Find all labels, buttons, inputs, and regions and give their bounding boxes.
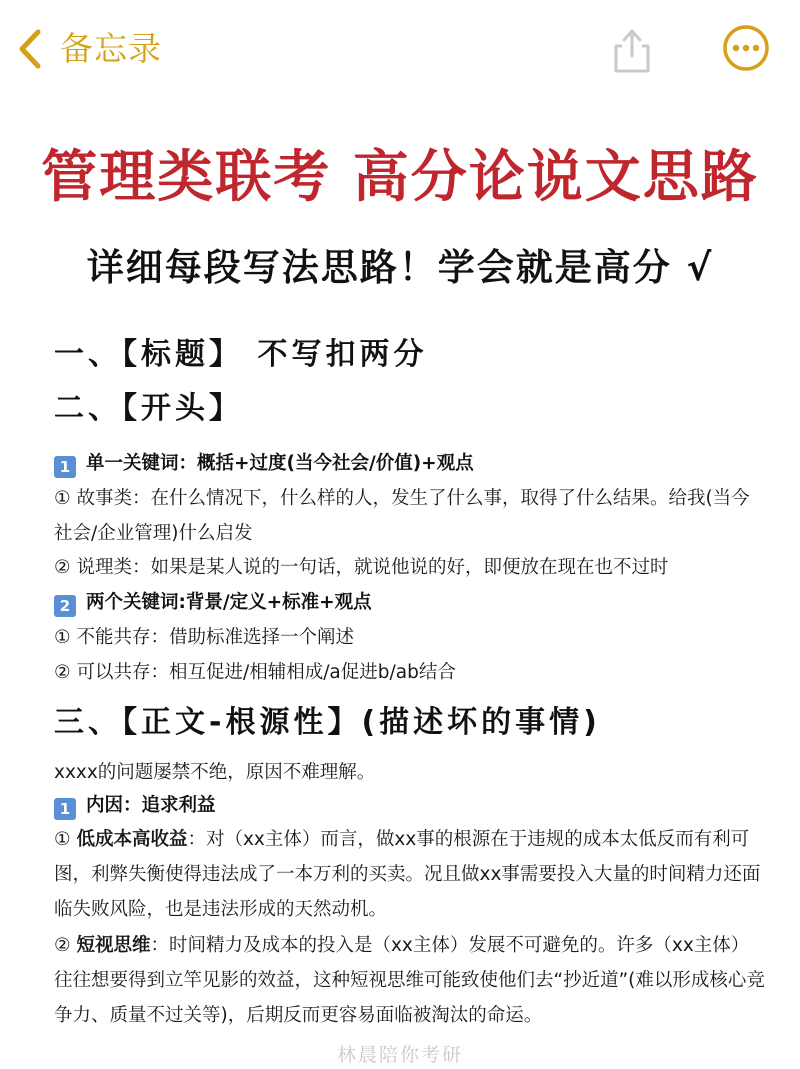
paragraph-story-type: ① 故事类：在什么情况下，什么样的人，发生了什么事，取得了什么结果。给我(当今社会/企业管理)什么启发 (54, 488, 750, 544)
chevron-left-icon (14, 26, 46, 72)
paragraph-marker: ② (54, 935, 77, 956)
navigation-bar (0, 0, 800, 100)
number-badge-2: 2 (54, 595, 76, 617)
keyword-label-double: 两个关键词:背景/定义+标准+观点 (86, 592, 372, 613)
paragraph-low-cost (54, 822, 766, 927)
page-subtitle: 详细每段写法思路！学会就是高分 √ (86, 246, 714, 289)
back-button[interactable] (14, 26, 162, 72)
section-heading-body: 三、【正文-根源性】(描述坏的事情) (54, 705, 601, 740)
watermark: 林晨陪你考研 (336, 1044, 463, 1066)
paragraph-short-sighted (54, 928, 766, 1033)
paragraph-intro: xxxx的问题屡禁不绝，原因不难理解。 (54, 762, 376, 783)
share-icon[interactable] (608, 22, 656, 74)
keyword-item-double (54, 585, 372, 620)
number-badge-1: 1 (54, 798, 76, 820)
paragraph-keyword: 低成本高收益 (76, 829, 188, 850)
paragraph-reasoning-type: ② 说理类：如果是某人说的一句话，就说他说的好，即便放在现在也不过时 (54, 557, 669, 578)
paragraph-text: ：对（xx主体）而言，做xx事的根源在于违规的成本太低反而有利可图，利弊失衡使得违法成了一本万利的买卖。况且做xx事需要投入大量的时间精力还面临失败风险，也是违法形成的天然动机。 (54, 829, 761, 920)
paragraph-text: ：时间精力及成本的投入是（xx主体）发展不可避免的。许多（xx主体）往往想要得到立竿见影的效益，这种短视思维可能致使他们去“抄近道”(难以形成核心竞争力、质量不过关等)，后期反而更容易面临被淘汰的命运。 (54, 935, 765, 1026)
page-title: 管理类联考 高分论说文思路 (41, 145, 759, 210)
keyword-item-internal (54, 788, 216, 823)
keyword-label-single: 单一关键词：概括+过度(当今社会/价值)+观点 (86, 453, 474, 474)
keyword-item-single (54, 446, 474, 481)
paragraph-marker: ① (54, 829, 77, 850)
more-icon[interactable] (722, 24, 770, 72)
paragraph-cannot-coexist: ① 不能共存：借助标准选择一个阐述 (54, 627, 354, 648)
section-heading-opening: 二、【开头】 (54, 391, 243, 426)
number-badge-1: 1 (54, 456, 76, 478)
paragraph-can-coexist: ② 可以共存：相互促进/相辅相成/a促进b/ab结合 (54, 662, 456, 683)
section-heading-title: 一、【标题】 不写扣两分 (54, 337, 428, 372)
back-label: 备忘录 (60, 29, 162, 68)
paragraph-keyword: 短视思维 (76, 935, 151, 956)
keyword-label-internal: 内因：追求利益 (86, 795, 216, 816)
